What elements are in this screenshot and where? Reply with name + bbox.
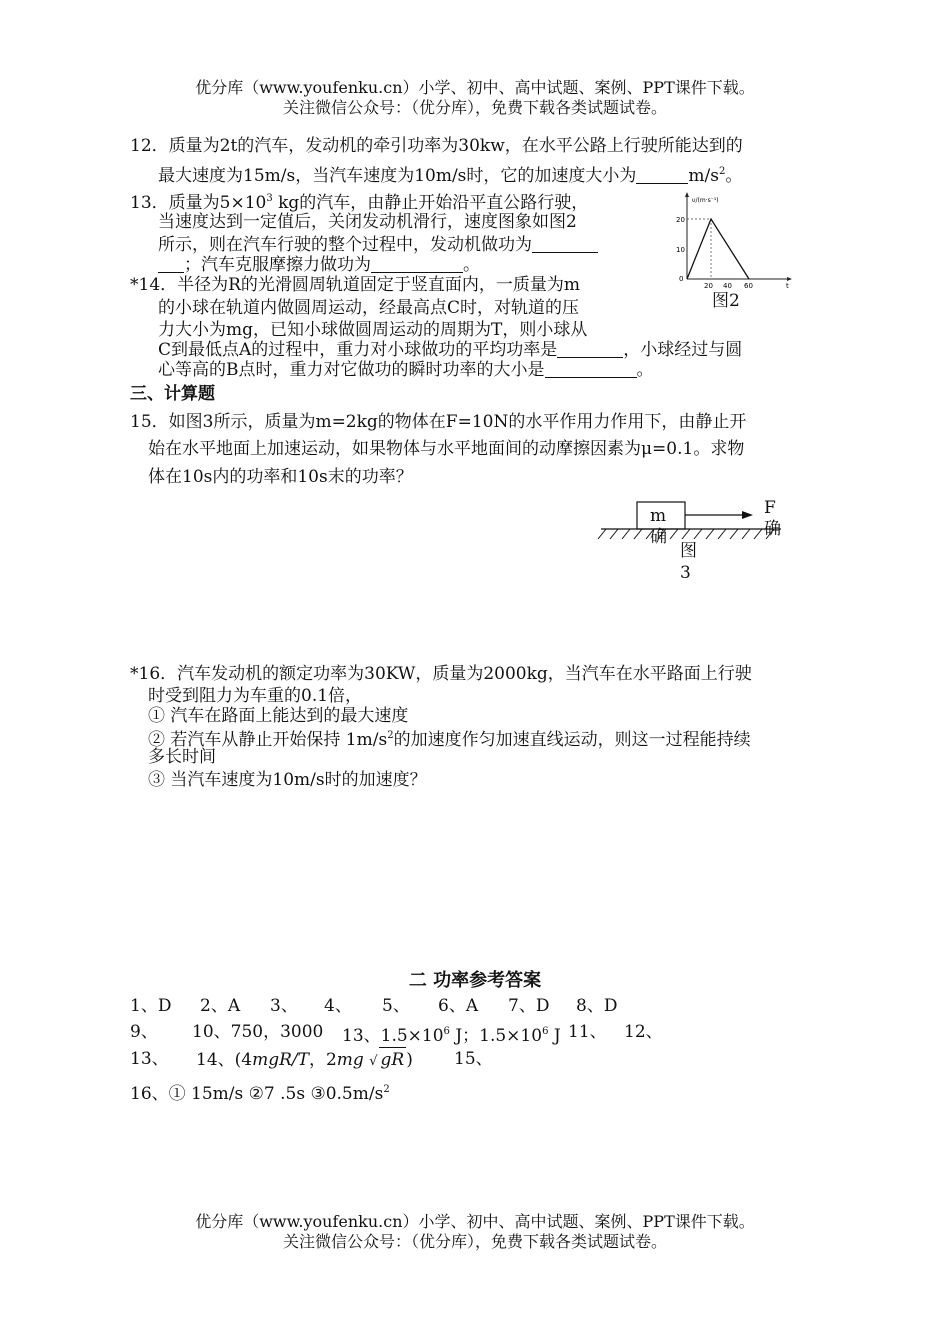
answer-12: 12、 <box>624 1022 663 1042</box>
answer-14-a: 14、(4 <box>196 1050 253 1070</box>
fig2-xtick-60: 60 <box>744 282 753 290</box>
q16-item-2 <box>148 724 751 752</box>
q13-sup: 3 <box>266 193 273 204</box>
answer-14-b: mgR/T <box>252 1050 309 1070</box>
q13-text-d: ；汽车克服摩擦力做功为 <box>184 255 371 275</box>
answer-11: 11、 <box>568 1022 607 1042</box>
q16-item-2-a: ② 若汽车从静止开始保持 1m/s <box>148 730 388 750</box>
q16-line-2: 时受到阻力为车重的0.1倍， <box>148 686 363 706</box>
header-line-2: 关注微信公众号：（优分库），免费下载各类试题试卷。 <box>282 98 667 117</box>
q16-item-1: ① 汽车在路面上能达到的最大速度 <box>148 706 409 726</box>
fig2-y-arrow <box>685 192 689 197</box>
fig2-ytick-20: 20 <box>676 216 685 224</box>
answer-5: 5、 <box>382 996 410 1016</box>
q14-text-b: ，小球经过与圆 <box>623 340 743 360</box>
header-line-1: 优分库（www.youfenku.cn）小学、初中、高中试题、案例、PPT课件下载。 <box>195 78 755 97</box>
q15-line-1: 15．如图3所示，质量为m=2kg的物体在F=10N的水平作用力作用下，由静止开 <box>130 412 747 432</box>
q14-end: 。 <box>636 360 654 380</box>
figure-2-graph <box>676 192 796 292</box>
q12-unit-sup: 2 <box>718 166 726 177</box>
q13-text-b: kg的汽车，由静止开始沿平直公路行驶， <box>272 193 589 213</box>
fig2-xlabel: t <box>786 282 789 290</box>
q14-line-2: 的小球在轨道内做圆周运动，经最高点C时，对轨道的压 <box>158 298 580 318</box>
q13-blank-2[interactable] <box>371 256 463 273</box>
answer-7: 7、D <box>508 996 550 1016</box>
sqrt-icon: √ <box>369 1054 378 1069</box>
fig3-mass-sub: 确 <box>650 527 667 547</box>
answer-4: 4、 <box>324 996 352 1016</box>
fig2-x-arrow <box>787 277 792 281</box>
answer-15: 15、 <box>454 1049 493 1069</box>
q12-line-1: 12．质量为2t的汽车，发动机的牵引功率为30kw，在水平公路上行驶所能达到的 <box>130 136 743 156</box>
answer-13-sup-2: 6 <box>542 1026 549 1037</box>
answer-14-c: ，2 <box>308 1050 337 1070</box>
answer-13-sup-1: 6 <box>443 1026 450 1037</box>
answer-6: 6、A <box>438 996 479 1016</box>
q13-end: 。 <box>463 255 480 275</box>
q13-text-a: 13．质量为5×10 <box>130 193 267 213</box>
fig3-ground-hatch <box>598 529 774 539</box>
q16-item-2-cont: 多长时间 <box>148 747 216 767</box>
q14-blank-1[interactable] <box>557 341 623 358</box>
fig2-ytick-0: 0 <box>679 275 684 283</box>
fig2-ytick-10: 10 <box>676 246 685 254</box>
answer-9: 9、 <box>130 1022 158 1042</box>
fig2-ylabel: υ/(m·s⁻¹) <box>692 197 719 204</box>
answer-10: 10、750，3000 <box>192 1022 324 1042</box>
answer-14-sqrt-arg: gR <box>379 1047 407 1072</box>
q14-text-a: C到最低点A的过程中，重力对小球做功的平均功率是 <box>158 340 558 360</box>
fig2-caption: 图2 <box>712 291 740 311</box>
fig3-caption-a: 图 <box>680 541 697 561</box>
q13-text-c: 所示，则在汽车行驶的整个过程中，发动机做功为 <box>158 235 532 255</box>
fig2-velocity-line <box>687 219 749 279</box>
q16-line-1: *16．汽车发动机的额定功率为30KW，质量为2000kg，当汽车在水平路面上行驶 <box>130 664 752 684</box>
answer-3: 3、 <box>270 996 298 1016</box>
q16-item-2-b: 的加速度作匀加速直线运动，则这一过程能持续 <box>393 730 751 750</box>
answer-16: 16、① 15m/s ②7 .5s ③0.5m/s <box>130 1084 384 1104</box>
q16-item-2-sup: 2 <box>387 730 394 741</box>
q14-line-1: *14．半径为R的光滑圆周轨道固定于竖直面内，一质量为m <box>130 275 581 295</box>
fig3-force-sub: 确 <box>764 519 781 539</box>
q12-answer-blank[interactable] <box>636 167 688 184</box>
answer-1: 1、D <box>130 996 172 1016</box>
answer-13-energy <box>342 1020 561 1048</box>
fig3-mass-label: m <box>650 506 667 526</box>
fig3-caption-b: 3 <box>680 563 691 583</box>
answer-16-sup: 2 <box>383 1084 390 1095</box>
q13-blank-1a[interactable] <box>532 236 598 253</box>
q14-line-5 <box>158 358 654 382</box>
answer-14-f: ) <box>406 1050 413 1070</box>
q14-blank-2[interactable] <box>545 361 637 378</box>
footer-line-2: 关注微信公众号：（优分库），免费下载各类试题试卷。 <box>282 1232 667 1251</box>
answers-row-4 <box>130 1078 390 1106</box>
fig2-xtick-40: 40 <box>723 282 732 290</box>
fig2-xtick-20: 20 <box>704 282 713 290</box>
q12-line-2 <box>158 160 742 188</box>
q12-text: 最大速度为15m/s，当汽车速度为10m/s时，它的加速度大小为 <box>158 166 637 186</box>
answer-2: 2、A <box>200 996 241 1016</box>
answer-13-a: 13、1.5×10 <box>342 1026 444 1046</box>
answers-title: 二 功率参考答案 <box>408 970 542 991</box>
q12-end: 。 <box>725 166 743 186</box>
answer-8: 8、D <box>576 996 618 1016</box>
fig3-force-label: F <box>764 498 776 518</box>
q13-blank-1b[interactable] <box>158 256 184 273</box>
section-3-title: 三、计算题 <box>130 384 215 404</box>
q14-text-c: 心等高的B点时，重力对它做功的瞬时功率的大小是 <box>158 360 545 380</box>
fig3-force-arrow-head <box>742 511 753 519</box>
answer-14-d: mg <box>336 1050 364 1070</box>
footer-line-1: 优分库（www.youfenku.cn）小学、初中、高中试题、案例、PPT课件下载。 <box>195 1212 755 1231</box>
answer-13-b: J；1.5×10 <box>449 1026 543 1046</box>
q15-line-2: 始在水平地面上加速运动，如果物体与水平地面间的动摩擦因素为μ=0.1。求物 <box>148 439 745 459</box>
q14-line-3: 力大小为mg，已知小球做圆周运动的周期为T，则小球从 <box>158 320 588 340</box>
q12-unit: m/s <box>688 166 719 186</box>
answer-14 <box>196 1047 413 1074</box>
answer-13: 13、 <box>130 1049 169 1069</box>
answer-13-c: J <box>548 1026 561 1046</box>
q13-line-2: 当速度达到一定值后，关闭发动机滑行，速度图象如图2 <box>158 212 577 232</box>
q16-item-3: ③ 当汽车速度为10m/s时的加速度？ <box>148 770 427 790</box>
q15-line-3: 体在10s内的功率和10s末的功率？ <box>148 467 413 487</box>
